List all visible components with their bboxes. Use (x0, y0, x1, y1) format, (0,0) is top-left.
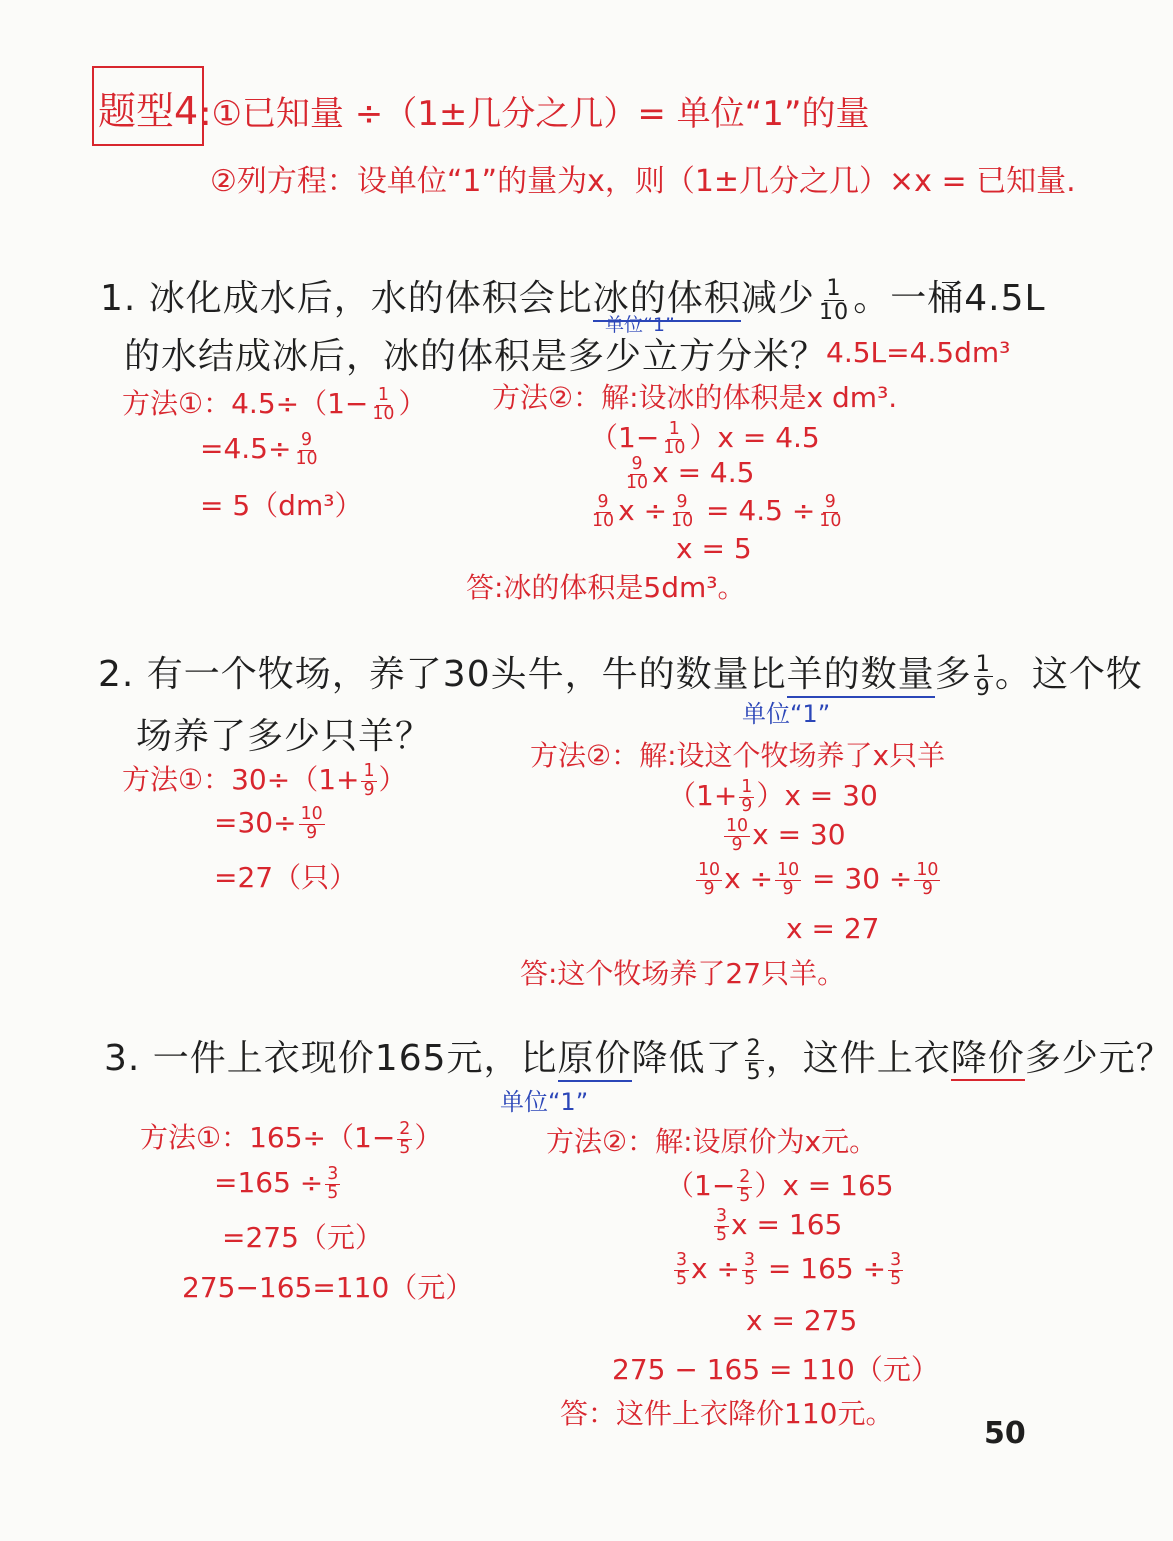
p1-text-d: 。一桶4.5L (853, 278, 1046, 319)
p2-method-1-step-2: =30÷ $\frac{10}{9}$ (214, 804, 323, 843)
rule-line-1: :①已知量 ÷（1±几分之几）= 单位“1”的量 (200, 94, 870, 134)
p1-method-2-step-4: x = 5 (676, 532, 752, 565)
p1-method-1-step-3: = 5（dm³） (200, 489, 363, 522)
p1-method-1-step-1: 方法①：4.5÷（1− $\frac{1}{10}$ ） (122, 385, 427, 424)
p3-fraction: $\frac{2}{5}$ (746, 1035, 762, 1085)
p3-method-2-step-1: （1− $\frac{2}{5}$ ）x = 165 (666, 1167, 894, 1206)
p3-method-2-step-5: 275 − 165 = 110（元） (612, 1353, 939, 1386)
p2-method-2-step-1: （1+ $\frac{1}{9}$ ）x = 30 (668, 777, 878, 816)
p3-text-a: 3. 一件上衣现价165元，比 (104, 1038, 558, 1079)
p2-fraction: $\frac{1}{9}$ (975, 651, 991, 701)
p3-unit-label: 单位“1” (500, 1088, 589, 1116)
problem-3-line-1 (104, 1030, 1173, 1083)
p3-unit-underlined: 原价 (558, 1038, 632, 1082)
p2-unit-label: 单位“1” (742, 700, 831, 728)
p2-method-2-step-4: x = 27 (786, 912, 880, 945)
p2-method-2-setup: 方法②：解:设这个牧场养了x只羊 (530, 739, 946, 772)
p2-unit-underlined: 羊的数量 (787, 654, 935, 698)
p3-text-d: ，这件上衣 (765, 1038, 951, 1079)
problem-1-line-1 (100, 270, 1046, 323)
p3-method-1-step-2: =165 ÷ $\frac{3}{5}$ (214, 1164, 339, 1203)
p2-text-a: 2. 有一个牧场，养了30头牛，牛的数量比 (98, 654, 787, 695)
p2-method-2-step-3: $\frac{10}{9}$ x ÷ $\frac{10}{9}$ = 30 ÷ $\frac{10}{9}$ (698, 860, 939, 899)
p3-method-1-step-1: 方法①：165÷（1− $\frac{2}{5}$ ） (140, 1119, 443, 1158)
p1-method-1-step-2: =4.5÷ $\frac{9}{10}$ (200, 430, 318, 469)
p3-asked-underlined: 降价 (950, 1038, 1025, 1079)
p3-method-2-setup: 方法②：解:设原价为x元。 (546, 1125, 878, 1158)
p1-fraction: $\frac{1}{10}$ (818, 275, 850, 325)
p1-unit-label: 单位“1” (605, 314, 675, 336)
p3-method-2-step-3: $\frac{3}{5}$ x ÷ $\frac{3}{5}$ = 165 ÷ $\frac{3}{5}$ (676, 1250, 902, 1289)
p1-conversion-note: 4.5L=4.5dm³ (826, 336, 1011, 369)
p2-answer: 答:这个牧场养了27只羊。 (520, 957, 846, 990)
p3-text-f: 多少元？ (1024, 1038, 1173, 1079)
rule-line-2: ②列方程：设单位“1”的量为x，则（1±几分之几）×x = 已知量. (210, 164, 1076, 199)
p3-answer: 答：这件上衣降价110元。 (560, 1397, 894, 1430)
p2-method-1-step-3: =27（只） (214, 861, 358, 894)
p1-method-2-step-1: （1− $\frac{1}{10}$ ）x = 4.5 (590, 419, 820, 458)
p1-text-a: 1. 冰化成水后，水的体积会比 (100, 278, 593, 319)
p1-unit-underlined: 冰的体积 (593, 278, 741, 322)
p2-method-2-step-2: $\frac{10}{9}$ x = 30 (726, 816, 846, 855)
page-number: 50 (984, 1416, 1026, 1451)
p1-answer: 答:冰的体积是5dm³。 (466, 571, 746, 604)
p1-method-2-setup: 方法②：解:设冰的体积是x dm³. (492, 381, 898, 414)
p3-method-1-step-3: =275（元） (222, 1221, 383, 1254)
p3-method-2-step-2: $\frac{3}{5}$ x = 165 (716, 1206, 843, 1245)
p2-method-1-step-1: 方法①：30÷（1+ $\frac{1}{9}$ ） (122, 761, 407, 800)
p1-method-2-step-2: $\frac{9}{10}$ x = 4.5 (626, 454, 755, 493)
p2-text-d: 。这个牧 (994, 654, 1143, 695)
p3-text-c: 降低了 (631, 1038, 743, 1079)
problem-2-line-2: 场养了多少只羊？ (136, 716, 433, 757)
problem-1-line-2: 的水结成冰后，冰的体积是多少立方分米？ (124, 336, 828, 377)
p3-method-1-step-4: 275−165=110（元） (182, 1271, 474, 1304)
question-type-label: 题型4 (98, 89, 199, 133)
p1-text-c: 减少 (740, 278, 815, 319)
p3-method-2-step-4: x = 275 (746, 1304, 858, 1337)
problem-2-line-1 (98, 646, 1143, 699)
p2-text-c: 多 (934, 654, 972, 695)
p1-method-2-step-3: $\frac{9}{10}$ x ÷ $\frac{9}{10}$ = 4.5 ÷ $\frac{9}{10}$ (592, 492, 842, 531)
